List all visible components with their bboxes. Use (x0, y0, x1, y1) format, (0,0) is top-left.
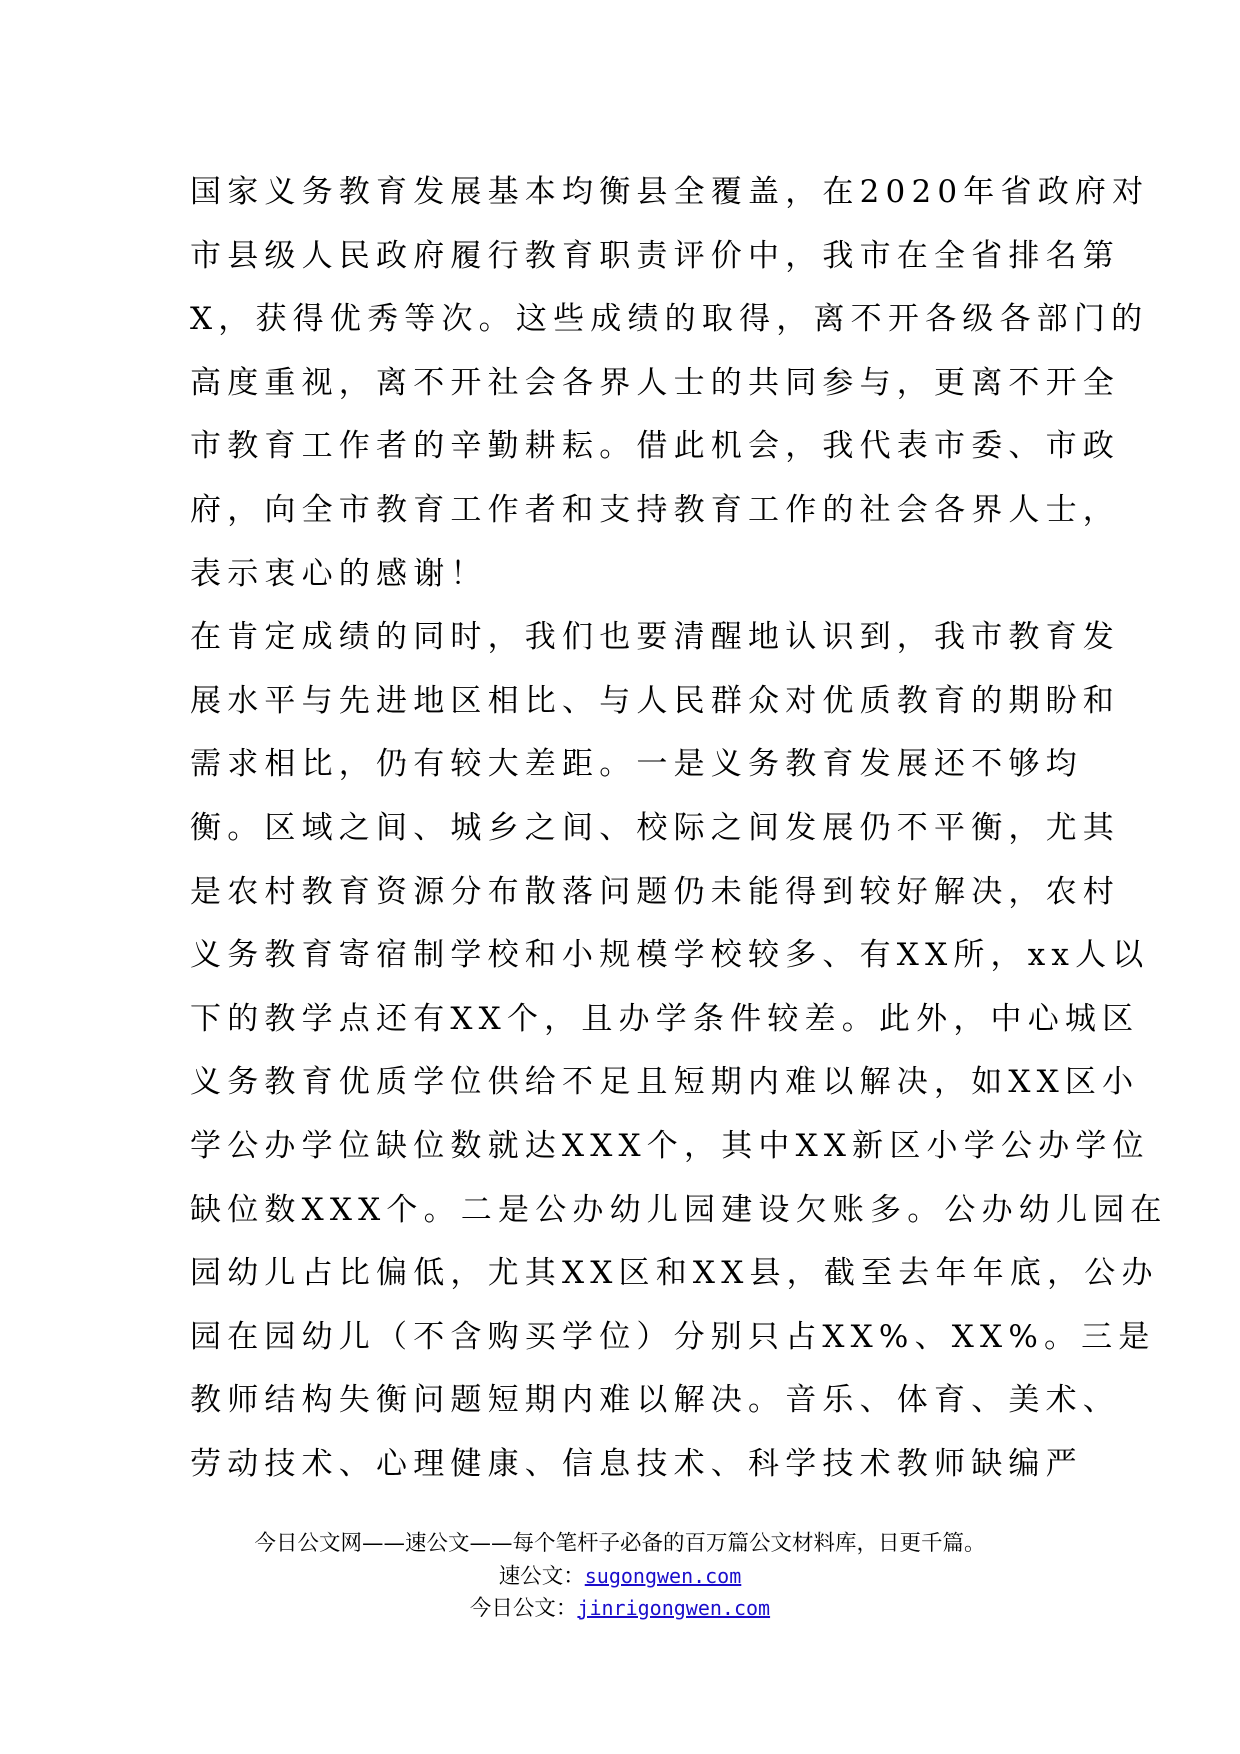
text-line: 劳动技术、心理健康、信息技术、科学技术教师缺编严 (190, 1445, 1083, 1482)
text-line: 衡。区域之间、城乡之间、校际之间发展仍不平衡，尤其 (190, 809, 1120, 846)
text-line: 市县级人民政府履行教育职责评价中，我市在全省排名第 (190, 237, 1120, 274)
text-line: 教师结构失衡问题短期内难以解决。音乐、体育、美术、 (190, 1382, 1120, 1419)
text-line: 缺位数XXX个。二是公办幼儿园建设欠账多。公办幼儿园在 (190, 1191, 1168, 1228)
text-line: 高度重视，离不开社会各界人士的共同参与，更离不开全 (190, 364, 1120, 401)
footer-sugongwen-row (0, 1560, 1240, 1592)
jinri-label: 今日公文： (469, 1596, 578, 1621)
text-line: 下的教学点还有XX个，且办学条件较差。此外，中心城区 (190, 1000, 1140, 1037)
jinrigongwen-link[interactable]: jinrigongwen.com (577, 1596, 771, 1620)
footer-jinri-row (0, 1592, 1240, 1624)
text-line: 在肯定成绩的同时，我们也要清醒地认识到，我市教育发 (190, 619, 1120, 656)
text-line: 学公办学位缺位数就达XXX个，其中XX新区小学公办学位 (190, 1127, 1150, 1164)
footer-slogan: 今日公文网——速公文——每个笔杆子必备的百万篇公文材料库，日更千篇。 (254, 1531, 986, 1556)
text-line: 需求相比，仍有较大差距。一是义务教育发展还不够均 (190, 746, 1083, 783)
text-line: X，获得优秀等次。这些成绩的取得，离不开各级各部门的 (190, 301, 1149, 338)
text-line: 园在园幼儿（不含购买学位）分别只占XX%、XX%。三是 (190, 1318, 1156, 1355)
text-line: 展水平与先进地区相比、与人民群众对优质教育的期盼和 (190, 682, 1120, 719)
text-line: 国家义务教育发展基本均衡县全覆盖，在2020年省政府对 (190, 174, 1150, 210)
document-body (190, 161, 1168, 1496)
sugongwen-link[interactable]: sugongwen.com (584, 1564, 742, 1588)
text-line: 表示衷心的感谢！ (190, 555, 488, 592)
page-footer (0, 1528, 1240, 1624)
text-line: 义务教育寄宿制学校和小规模学校较多、有XX所，xx人以 (190, 937, 1150, 974)
text-line: 是农村教育资源分布散落问题仍未能得到较好解决，农村 (190, 873, 1120, 910)
text-line: 市教育工作者的辛勤耕耘。借此机会，我代表市委、市政 (190, 428, 1120, 465)
text-line: 义务教育优质学位供给不足且短期内难以解决，如XX区小 (190, 1064, 1140, 1101)
text-line: 园幼儿占比偏低，尤其XX区和XX县，截至去年年底，公办 (190, 1255, 1159, 1292)
text-line: 府，向全市教育工作者和支持教育工作的社会各界人士， (190, 491, 1120, 528)
sugongwen-label: 速公文： (498, 1564, 585, 1589)
